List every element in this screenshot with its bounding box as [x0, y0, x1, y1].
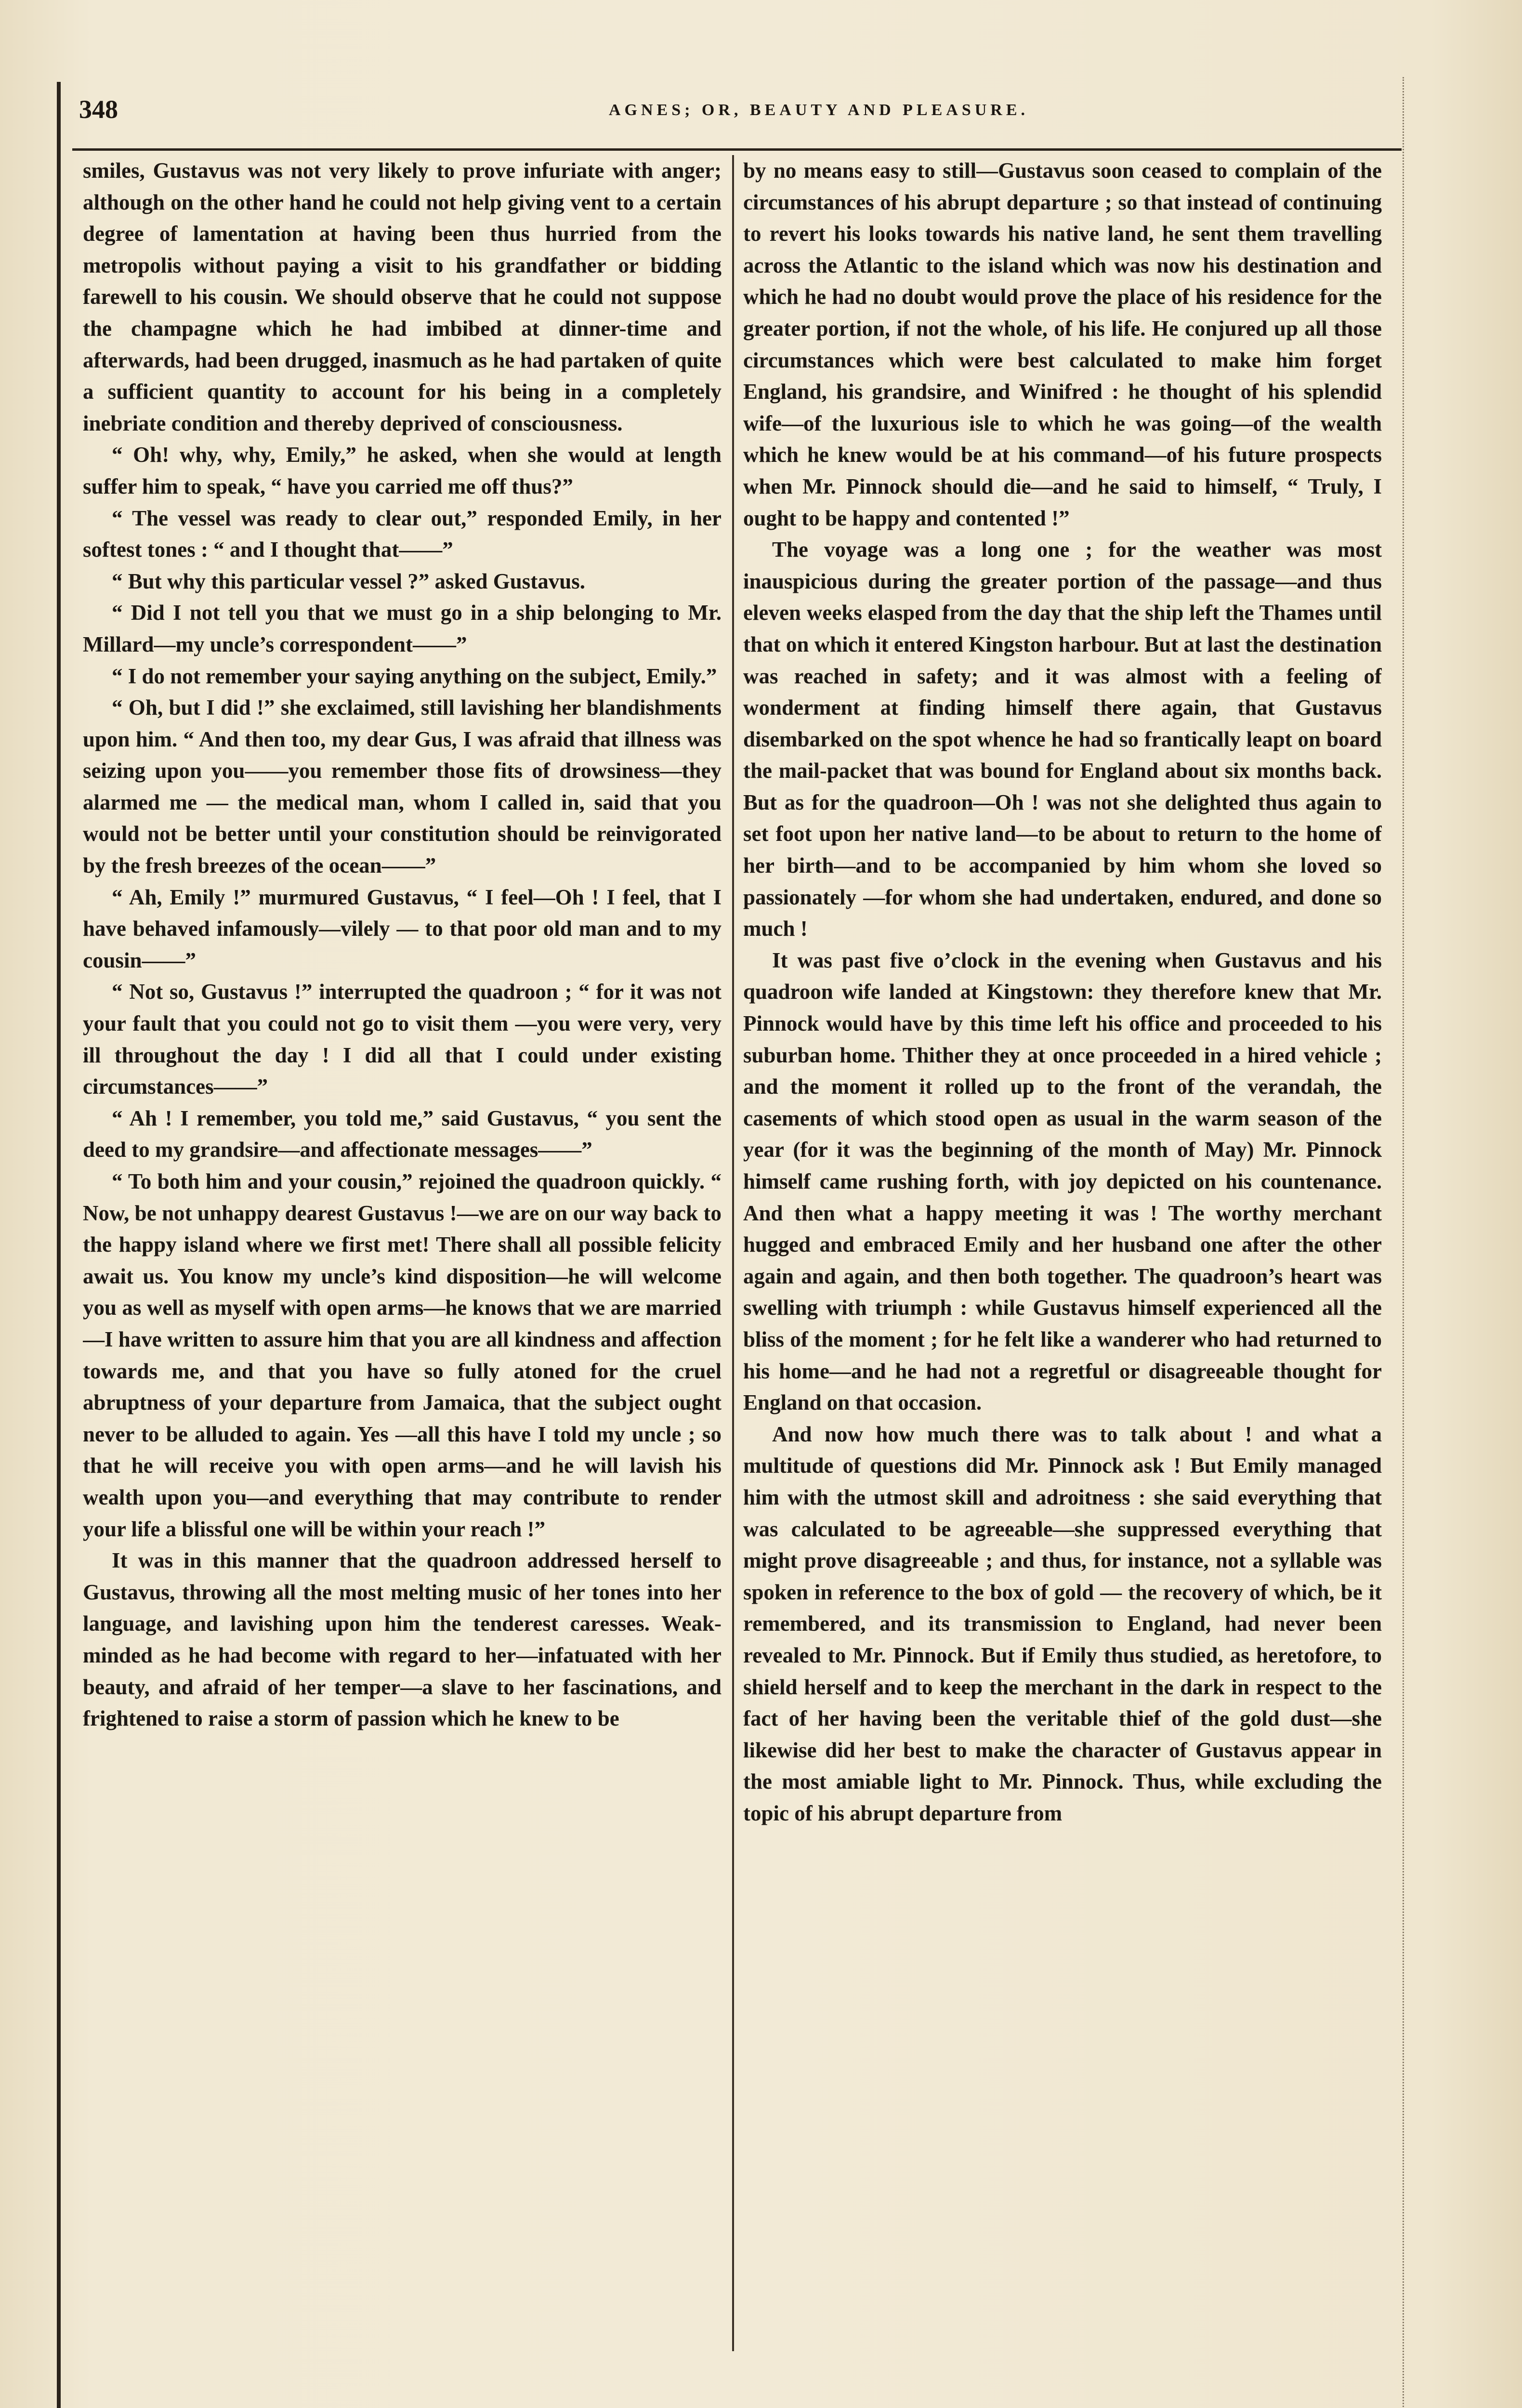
header-rule: [72, 148, 1402, 151]
page-header: [72, 94, 1402, 147]
paragraph: “ Ah, Emily !” murmured Gustavus, “ I feel—Oh ! I feel, that I have behaved infamously—vilely — to that poor old man and to my cousin——”: [83, 885, 722, 972]
paragraph: by no means easy to still—Gustavus soon ceased to complain of the circumstances of his abrupt departure ; so that instead of continuing to revert his looks towards his native land, he sent them travelling across the Atlantic to the island which was now his destination and which he had no doubt would prove the place of his residence for the greater portion, if not the whole, of his life. He conjured up all those circumstances which were best calculated to make him forget England, his grandsire, and Winifred : he thought of his splendid wife—of the luxurious isle to which he was going—of the wealth which he knew would be at his command—of his future prospects when Mr. Pinnock should die—and he said to himself, “ Truly, I ought to be happy and contented !”: [743, 158, 1382, 530]
running-head: AGNES; OR, BEAUTY AND PLEASURE.: [608, 101, 1029, 119]
right-margin-marks: [1403, 77, 1408, 2408]
paragraph: “ Did I not tell you that we must go in a ship belonging to Mr. Millard—my uncle’s correspondent——”: [83, 601, 722, 656]
paragraph: “ But why this particular vessel ?” asked Gustavus.: [112, 569, 586, 593]
paragraph: smiles, Gustavus was not very likely to prove infuriate with anger; although on the other hand he could not help giving vent to a certain degree of lamentation at having been thus hurried from the metropolis without paying a visit to his grandfather or bidding farewell to his cousin. We should observe that he could not suppose the champagne which he had imbibed at dinner-time and afterwards, had been drugged, inasmuch as he had partaken of quite a sufficient quantity to account for his being in a completely inebriate condition and thereby deprived of consciousness.: [83, 158, 722, 435]
paragraph: “ Ah ! I remember, you told me,” said Gustavus, “ you sent the deed to my grandsire—and affectionate messages——”: [83, 1106, 722, 1162]
paragraph: The voyage was a long one ; for the weather was most inauspicious during the greater portion of the passage—and thus eleven weeks elasped from the day that the ship left the Thames until that on which it entered Kingston harbour. But at last the destination was reached in safety; and it was almost with a feeling of wonderment at finding himself there again, that Gustavus disembarked on the spot whence he had so frantically leapt on board the mail-packet that was bound for England about six months back. But as for the quadroon—Oh ! was not she delighted thus again to set foot upon her native land—to be about to return to the home of her birth—and to be accompanied by him whom she loved so passionately —for whom she had undertaken, endured, and done so much !: [743, 537, 1382, 941]
paragraph: “ Oh, but I did !” she exclaimed, still lavishing her blandishments upon him. “ And then too, my dear Gus, I was afraid that illness was seizing upon you——you remember those fits of drowsiness—they alarmed me — the medical man, whom I called in, said that you would not be better until your constitution should be reinvigorated by the fresh breezes of the ocean——”: [83, 695, 722, 878]
right-column: [743, 155, 1382, 2351]
paragraph: “ Not so, Gustavus !” interrupted the quadroon ; “ for it was not your fault that you could not go to visit them —you were very, very ill throughout the day ! I did all that I could under existing circumstances——”: [83, 980, 722, 1099]
paragraph: And now how much there was to talk about ! and what a multitude of questions did Mr. Pinnock ask ! But Emily managed him with the utmost skill and adroitness : she said everything that was calculated to be agreeable—she suppressed everything that might prove disagreeable ; and thus, for instance, not a syllable was spoken in reference to the box of gold — the recovery of which, be it remembered, and its transmission to England, had never been revealed to Mr. Pinnock. But if Emily thus studied, as heretofore, to shield herself and to keep the merchant in the dark in respect to the fact of her having been the veritable thief of the gold dust—she likewise did her best to make the character of Gustavus appear in the most amiable light to Mr. Pinnock. Thus, while excluding the topic of his abrupt departure from: [743, 1422, 1382, 1825]
column-divider: [732, 155, 734, 2351]
paragraph: It was past five o’clock in the evening when Gustavus and his quadroon wife landed at Kingstown: they therefore knew that Mr. Pinnock would have by this time left his office and proceeded to his suburban home. Thither they at once proceeded in a hired vehicle ; and the moment it rolled up to the front of the verandah, the casements of which stood open as usual in the warm season of the year (for it was the beginning of the month of May) Mr. Pinnock himself came rushing forth, with joy depicted on his countenance. And then what a happy meeting it was ! The worthy merchant hugged and embraced Emily and her husband one after the other again and again, and then both together. The quadroon’s heart was swelling with triumph : while Gustavus himself experienced all the bliss of the moment ; for he felt like a wanderer who had returned to his home—and he had not a regretful or disagreeable thought for England on that occasion.: [743, 948, 1382, 1415]
paragraph: “ The vessel was ready to clear out,” responded Emily, in her softest tones : “ and I thought that——”: [83, 506, 722, 562]
left-margin-rule: [57, 82, 61, 2408]
left-column: [83, 155, 722, 2351]
paragraph: It was in this manner that the quadroon addressed herself to Gustavus, throwing all the most melting music of her tones into her language, and lavishing upon him the tenderest caresses. Weak-minded as he had become with regard to her—infatuated with her beauty, and afraid of her temper—a slave to her fascinations, and frightened to raise a storm of passion which he knew to be: [83, 1548, 722, 1731]
paragraph: “ To both him and your cousin,” rejoined the quadroon quickly. “ Now, be not unhappy dearest Gustavus !—we are on our way back to the happy island where we first met! There shall all possible felicity await us. You know my uncle’s kind disposition—he will welcome you as well as myself with open arms—he knows that we are married—I have written to assure him that you are all kindness and affection towards me, and that you have so fully atoned for the cruel abruptness of your departure from Jamaica, that the subject ought never to be alluded to again. Yes —all this have I told my uncle ; so that he will receive you with open arms—and he will lavish his wealth upon you—and everything that may contribute to render your life a blissful one will be within your reach !”: [83, 1169, 722, 1541]
paragraph: “ I do not remember your saying anything on the subject, Emily.”: [112, 664, 717, 688]
paragraph: “ Oh! why, why, Emily,” he asked, when she would at length suffer him to speak, “ have you carried me off thus?”: [83, 443, 722, 498]
page-number: 348: [79, 95, 118, 124]
